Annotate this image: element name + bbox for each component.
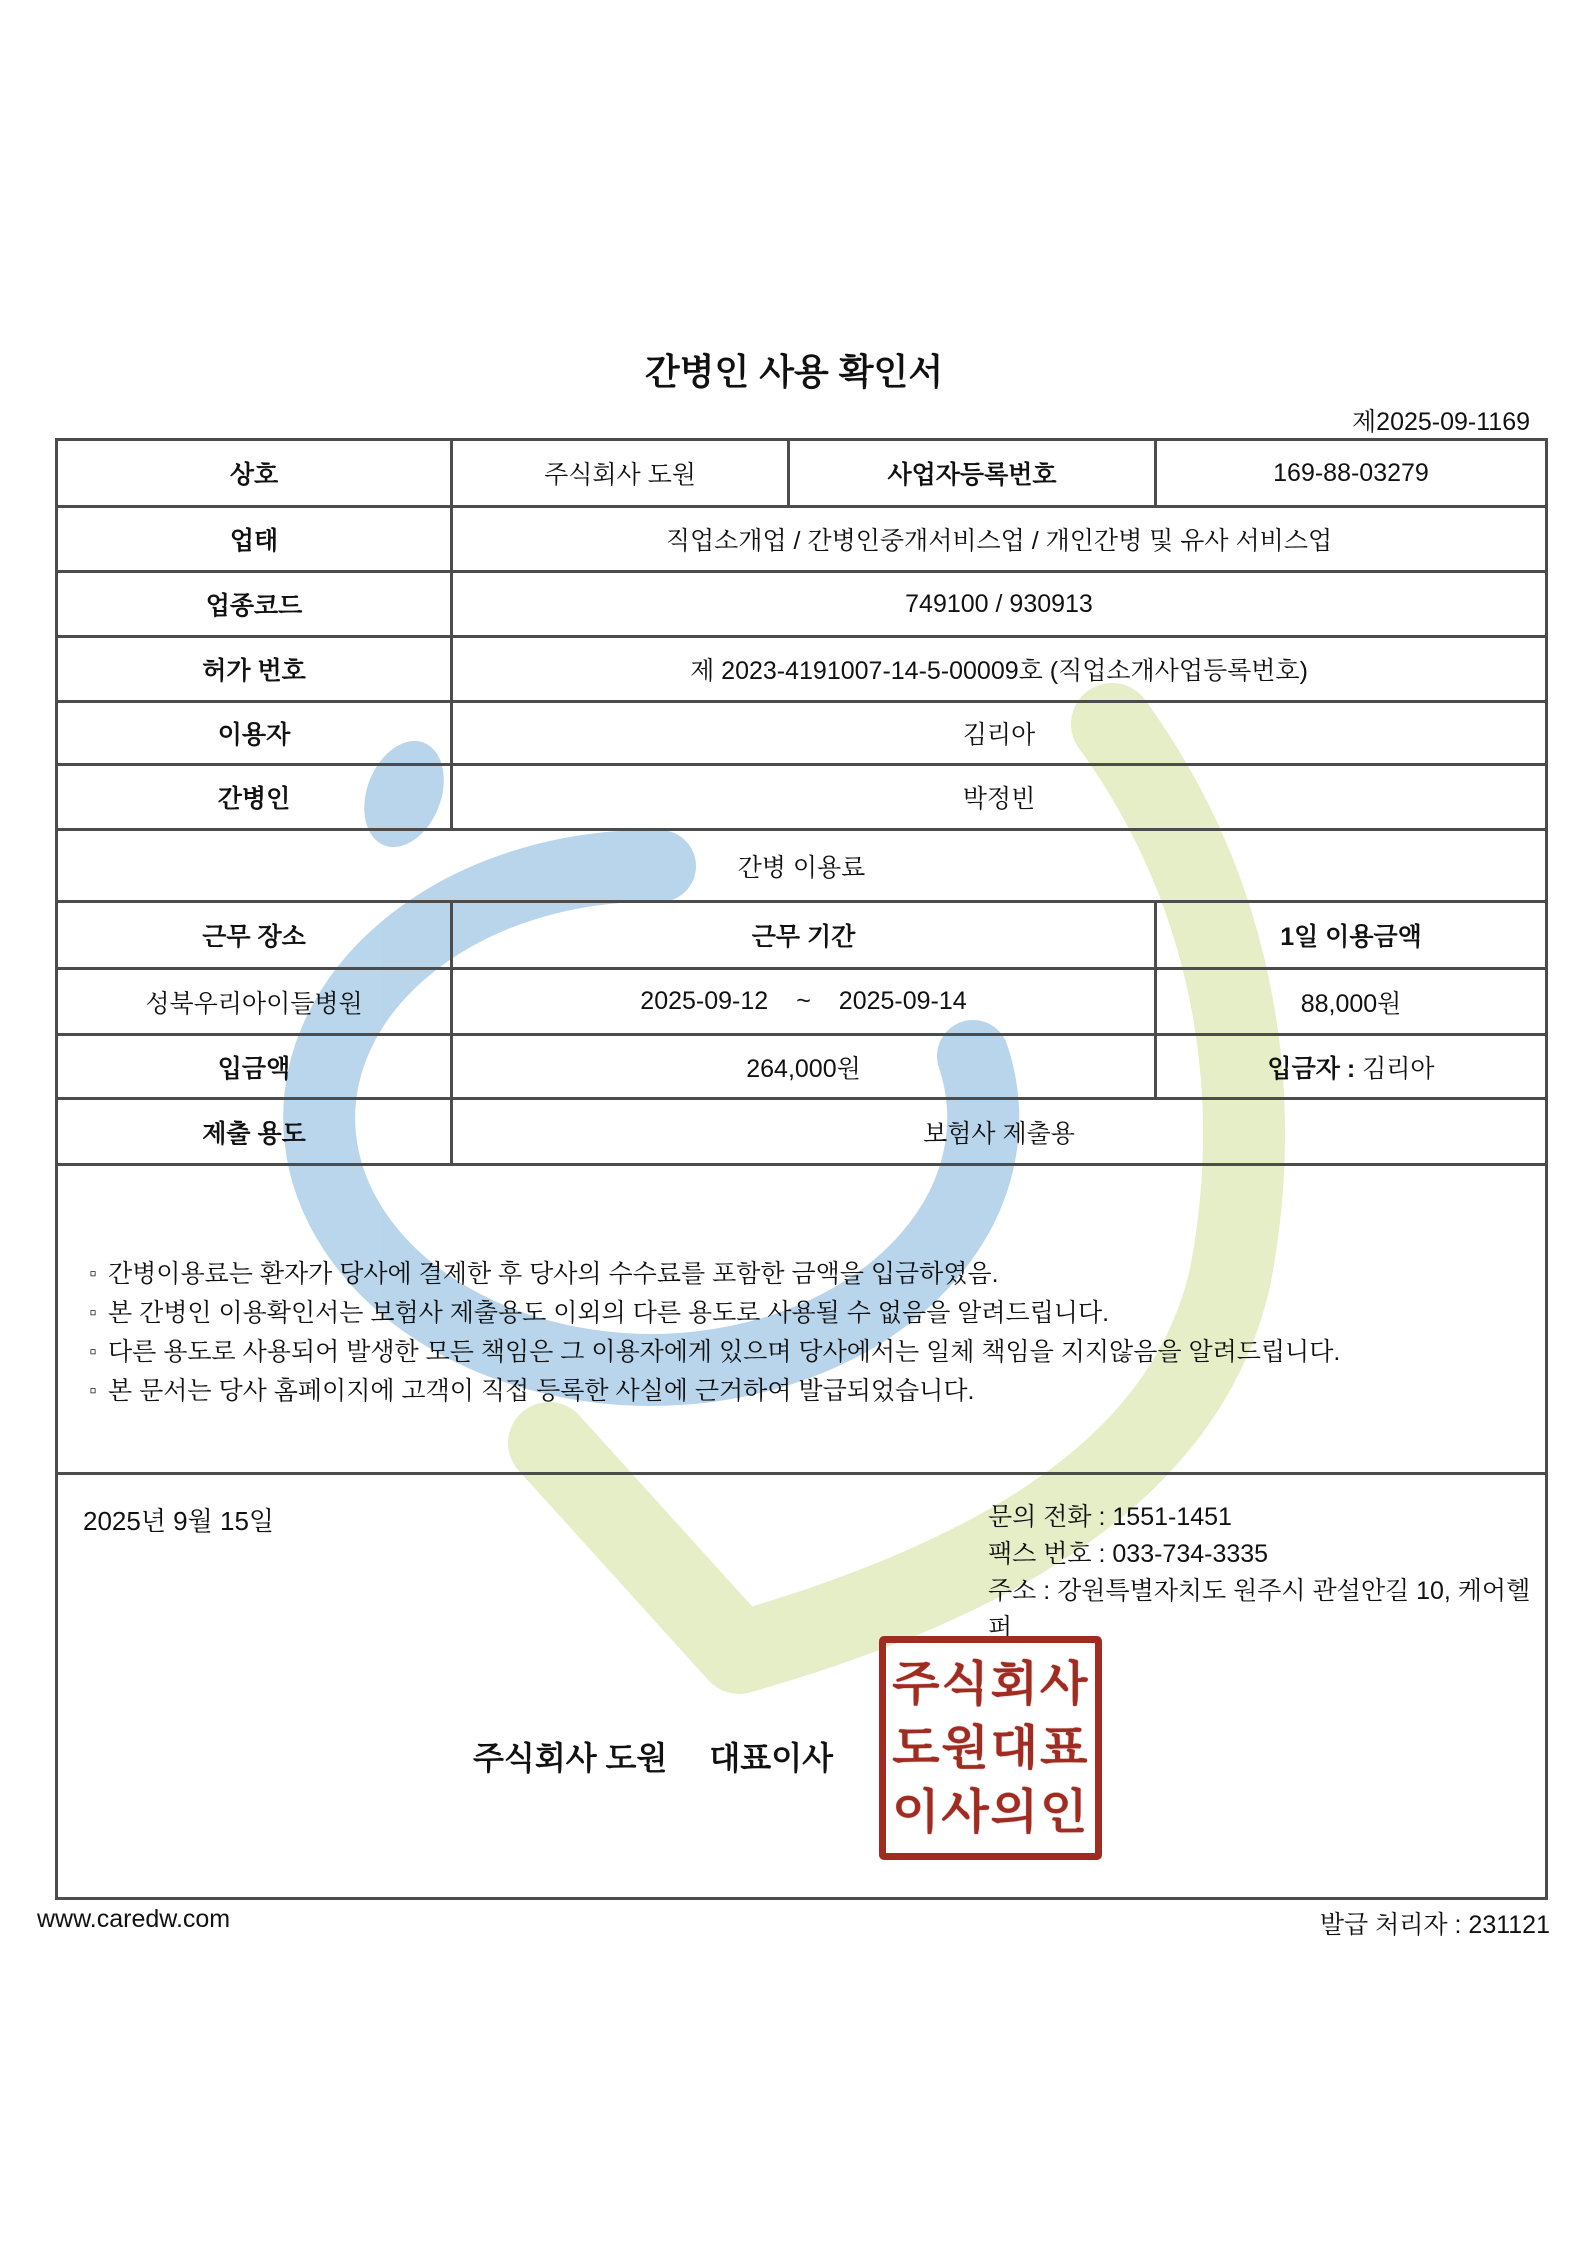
note-text: 본 문서는 당사 홈페이지에 고객이 직접 등록한 사실에 근거하여 발급되었습니다. — [108, 1377, 975, 1405]
issue-row — [57, 1474, 1547, 1899]
business-reg-value: 169-88-03279 — [1156, 440, 1547, 507]
bullet-square-icon: ▫ — [89, 1263, 97, 1285]
contact-fax: 팩스 번호 : 033-734-3335 — [988, 1540, 1269, 1568]
list-item — [78, 1339, 1525, 1365]
contact-phone: 문의 전화 : 1551-1451 — [988, 1503, 1232, 1531]
issue-date: 2025년 9월 15일 — [83, 1506, 275, 1536]
list-item — [78, 1300, 1525, 1326]
period-start: 2025-09-12 — [640, 987, 769, 1015]
deposit-amount-value: 264,000원 — [452, 1035, 1156, 1099]
issue-cell — [57, 1474, 1547, 1899]
period-separator: ~ — [796, 987, 811, 1015]
notes-cell — [57, 1165, 1547, 1474]
work-place-value: 성북우리아이들병원 — [57, 969, 452, 1035]
daily-fee-value: 88,000원 — [1156, 969, 1547, 1035]
bullet-square-icon: ▫ — [89, 1302, 97, 1324]
contact-block — [988, 1499, 1545, 1647]
user-value: 김리아 — [452, 702, 1547, 765]
fee-section-title: 간병 이용료 — [57, 830, 1547, 902]
company-name-value: 주식회사 도원 — [452, 440, 789, 507]
signer-line — [473, 1733, 833, 1779]
seal-text-row: 도원대표 — [891, 1721, 1090, 1774]
caregiver-label: 간병인 — [57, 765, 452, 830]
table-row — [57, 572, 1547, 637]
bullet-square-icon: ▫ — [89, 1341, 97, 1363]
deposit-row — [57, 1035, 1547, 1099]
signer-company: 주식회사 도원 — [473, 1740, 668, 1776]
daily-fee-header: 1일 이용금액 — [1156, 902, 1547, 969]
notes-row — [57, 1165, 1547, 1474]
purpose-row — [57, 1099, 1547, 1165]
caregiver-value: 박정빈 — [452, 765, 1547, 830]
work-place-header: 근무 장소 — [57, 902, 452, 969]
document-number: 제2025-09-1169 — [1352, 408, 1530, 436]
work-period-header: 근무 기간 — [452, 902, 1156, 969]
table-row — [57, 765, 1547, 830]
depositor-label: 입금자 : — [1267, 1054, 1356, 1083]
user-label: 이용자 — [57, 702, 452, 765]
bullet-square-icon: ▫ — [89, 1380, 97, 1402]
period-end: 2025-09-14 — [838, 987, 967, 1015]
table-row — [57, 637, 1547, 702]
purpose-label: 제출 용도 — [57, 1099, 452, 1165]
list-item — [78, 1261, 1525, 1287]
business-reg-label: 사업자등록번호 — [789, 440, 1156, 507]
permit-no-label: 허가 번호 — [57, 637, 452, 702]
industry-code-label: 업종코드 — [57, 572, 452, 637]
note-text: 본 간병인 이용확인서는 보험사 제출용도 이외의 다른 용도로 사용될 수 없음을 알려드립니다. — [108, 1299, 1110, 1327]
fee-section-header-row — [57, 830, 1547, 902]
fee-data-row — [57, 969, 1547, 1035]
table-row — [57, 702, 1547, 765]
note-text: 간병이용료는 환자가 당사에 결제한 후 당사의 수수료를 포함한 금액을 입금하였음. — [108, 1260, 999, 1288]
depositor-cell — [1156, 1035, 1547, 1099]
seal-text-row: 이사의인 — [891, 1785, 1090, 1838]
business-type-label: 업태 — [57, 507, 452, 572]
purpose-value: 보험사 제출용 — [452, 1099, 1547, 1165]
fee-columns-row — [57, 902, 1547, 969]
page-title: 간병인 사용 확인서 — [644, 351, 944, 392]
business-type-value: 직업소개업 / 간병인중개서비스업 / 개인간병 및 유사 서비스업 — [452, 507, 1547, 572]
website-url: www.caredw.com — [37, 1905, 231, 1933]
issuer-id: 발급 처리자 : 231121 — [1319, 1911, 1550, 1939]
seal-text-row: 주식회사 — [891, 1657, 1090, 1710]
list-item — [78, 1378, 1525, 1404]
confirmation-table — [55, 438, 1548, 1900]
contact-address: 주소 : 강원특별자치도 원주시 관설안길 10, 케어헬퍼 — [988, 1577, 1531, 1642]
corporate-seal — [879, 1636, 1102, 1860]
table-row — [57, 507, 1547, 572]
table-row — [57, 440, 1547, 507]
signer-title: 대표이사 — [709, 1740, 834, 1776]
depositor-value: 김리아 — [1362, 1054, 1435, 1083]
note-text: 다른 용도로 사용되어 발생한 모든 책임은 그 이용자에게 있으며 당사에서는 일체 책임을 지지않음을 알려드립니다. — [108, 1338, 1341, 1366]
work-period-value — [452, 969, 1156, 1035]
industry-code-value: 749100 / 930913 — [452, 572, 1547, 637]
company-name-label: 상호 — [57, 440, 452, 507]
permit-no-value: 제 2023-4191007-14-5-00009호 (직업소개사업등록번호) — [452, 637, 1547, 702]
deposit-label: 입금액 — [57, 1035, 452, 1099]
